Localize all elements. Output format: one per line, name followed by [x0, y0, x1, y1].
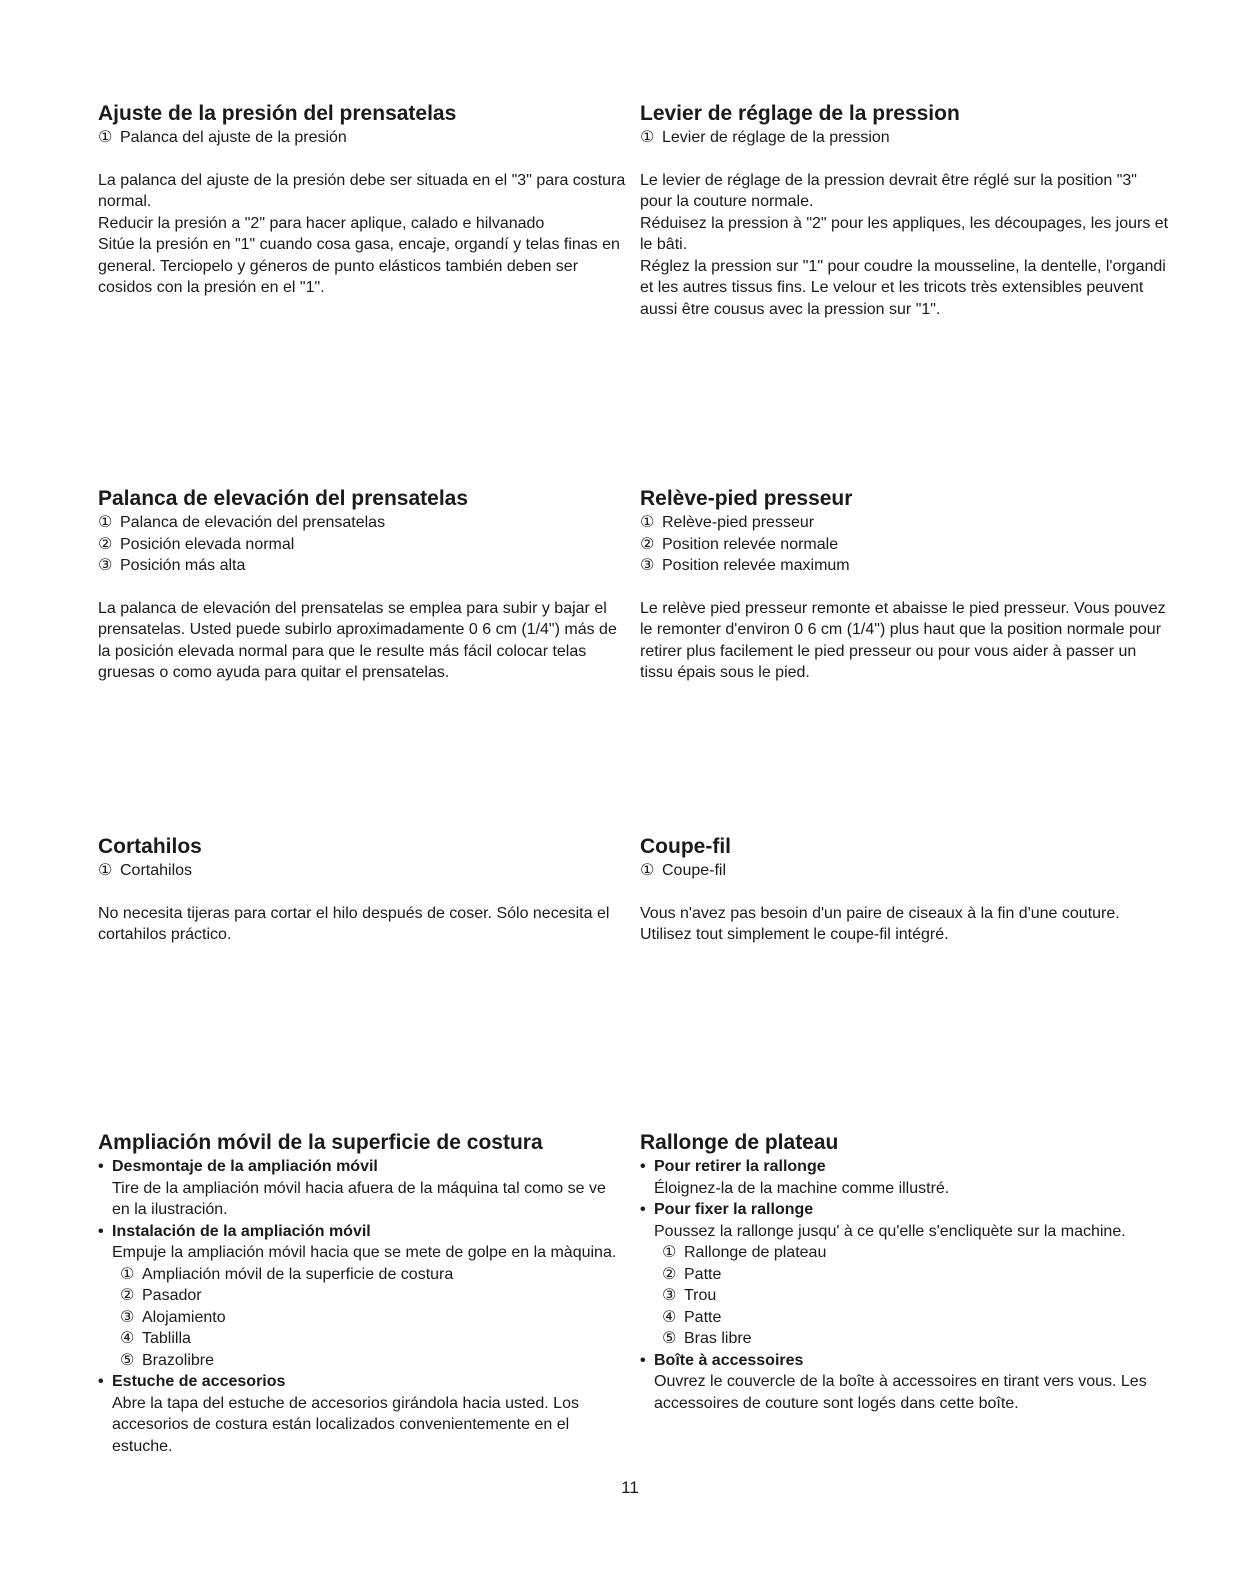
section-title: Ajuste de la presión del prensatelas	[98, 102, 457, 125]
bullet-text: Tire de la ampliación móvil hacia afuera de la máquina tal como se ve en la ilustración.	[112, 1179, 606, 1218]
legend-item: ① Cortahilos	[98, 862, 193, 879]
section-lifter-es	[98, 486, 628, 684]
bullet-title: • Desmontaje de la ampliación móvil	[98, 1158, 378, 1175]
legend-item: ① Palanca del ajuste de la presión	[98, 129, 347, 146]
section-extension-es	[98, 1130, 628, 1457]
bullet-text: Éloignez-la de la machine comme illustré.	[654, 1179, 950, 1197]
section-lifter-fr	[640, 486, 1170, 684]
section-body: La palanca del ajuste de la presión debe ser situada en el "3" para costura normal. Reducir la presión a "2" para hacer aplique, calado e hilvanado Sitúe la presión en "1" cuando cosa gasa, encaje, organdí y telas finas en general. Terciopelo y géneros de punto elásticos también deben ser cosidos con la presión en el "1".	[98, 171, 626, 296]
legend-item: ② Position relevée normale	[640, 535, 839, 553]
section-title: Levier de réglage de la pression	[640, 102, 960, 125]
legend-item: ③ Alojamiento	[120, 1308, 226, 1326]
legend-item: ⑤ Brazolibre	[120, 1351, 215, 1369]
section-body: Le relève pied presseur remonte et abaisse le pied presseur. Vous pouvez le remonter d'environ 0 6 cm (1/4") plus haut que la position normale pour retirer plus facilement le pied presseur ou pour vous aider à passer un tissu épais sous le pied.	[640, 599, 1166, 681]
section-body: La palanca de elevación del prensatelas se emplea para subir y bajar el prensatelas. Usted puede subirlo aproximadamente 0 6 cm (1/4") más de la posición elevada normal para que le resulte más fácil colocar telas gruesas o como ayuda para quitar el prensatelas.	[98, 599, 617, 681]
bullet-title: • Boîte à accessoires	[640, 1351, 804, 1369]
section-body: Vous n'avez pas besoin d'un paire de ciseaux à la fin d'une couture. Utilisez tout simplement le coupe-fil intégré.	[640, 904, 1120, 943]
section-title: Palanca de elevación del prensatelas	[98, 487, 469, 510]
legend-item: ⑤ Bras libre	[662, 1330, 752, 1347]
bullet-title: • Pour fixer la rallonge	[640, 1201, 814, 1218]
bullet-title: • Estuche de accesorios	[98, 1373, 286, 1390]
legend-item: ② Patte	[662, 1265, 722, 1283]
legend-item: ④ Tablilla	[120, 1330, 191, 1347]
section-title: Ampliación móvil de la superficie de costura	[98, 1131, 543, 1154]
section-cutter-es	[98, 834, 628, 946]
legend-item: ② Posición elevada normal	[98, 535, 295, 553]
section-title: Rallonge de plateau	[640, 1131, 839, 1154]
bullet-title: • Pour retirer la rallonge	[640, 1158, 826, 1175]
legend-item: ④ Patte	[662, 1308, 722, 1326]
page-number: 11	[621, 1478, 639, 1497]
bullet-text: Empuje la ampliación móvil hacia que se mete de golpe en la màquina.	[112, 1244, 617, 1261]
section-title: Relève-pied presseur	[640, 487, 853, 510]
legend-item: ① Coupe-fil	[640, 862, 727, 879]
section-title: Coupe-fil	[640, 835, 731, 858]
legend-item: ③ Position relevée maximum	[640, 557, 850, 574]
legend-item: ① Levier de réglage de la pression	[640, 129, 890, 146]
bullet-text: Abre la tapa del estuche de accesorios girándola hacia usted. Los accesorios de costura están localizados convenientemente en el estuche.	[112, 1394, 579, 1455]
legend-item: ① Palanca de elevación del prensatelas	[98, 514, 386, 531]
section-title: Cortahilos	[98, 835, 202, 858]
bullet-text: Poussez la rallonge jusqu' à ce qu'elle s'encliquète sur la machine.	[654, 1222, 1126, 1240]
section-pressure-fr	[640, 101, 1170, 320]
section-cutter-fr	[640, 834, 1170, 946]
section-body: No necesita tijeras para cortar el hilo después de coser. Sólo necesita el cortahilos práctico.	[98, 904, 610, 943]
legend-item: ③ Posición más alta	[98, 557, 246, 574]
legend-item: ③ Trou	[662, 1287, 717, 1304]
legend-item: ① Ampliación móvil de la superficie de costura	[120, 1265, 454, 1283]
bullet-text: Ouvrez le couvercle de la boîte à accessoires en tirant vers vous. Les accessoires de couture sont logés dans cette boîte.	[654, 1373, 1147, 1412]
bullet-title: • Instalación de la ampliación móvil	[98, 1222, 371, 1240]
section-extension-fr	[640, 1130, 1170, 1414]
legend-item: ① Rallonge de plateau	[662, 1244, 827, 1261]
section-body: Le levier de réglage de la pression devrait être réglé sur la position "3" pour la couture normale. Réduisez la pression à "2" pour les appliques, les découpages, les jours et le bâti. Réglez la pression sur "1" pour coudre la mousseline, la dentelle, l'organdi et les autres tissus fins. Le velour et les tricots très extensibles peuvent aussi être cousus avec la pression sur "1".	[640, 171, 1169, 318]
legend-item: ① Relève-pied presseur	[640, 514, 815, 531]
legend-item: ② Pasador	[120, 1287, 202, 1304]
section-pressure-es	[98, 101, 628, 299]
